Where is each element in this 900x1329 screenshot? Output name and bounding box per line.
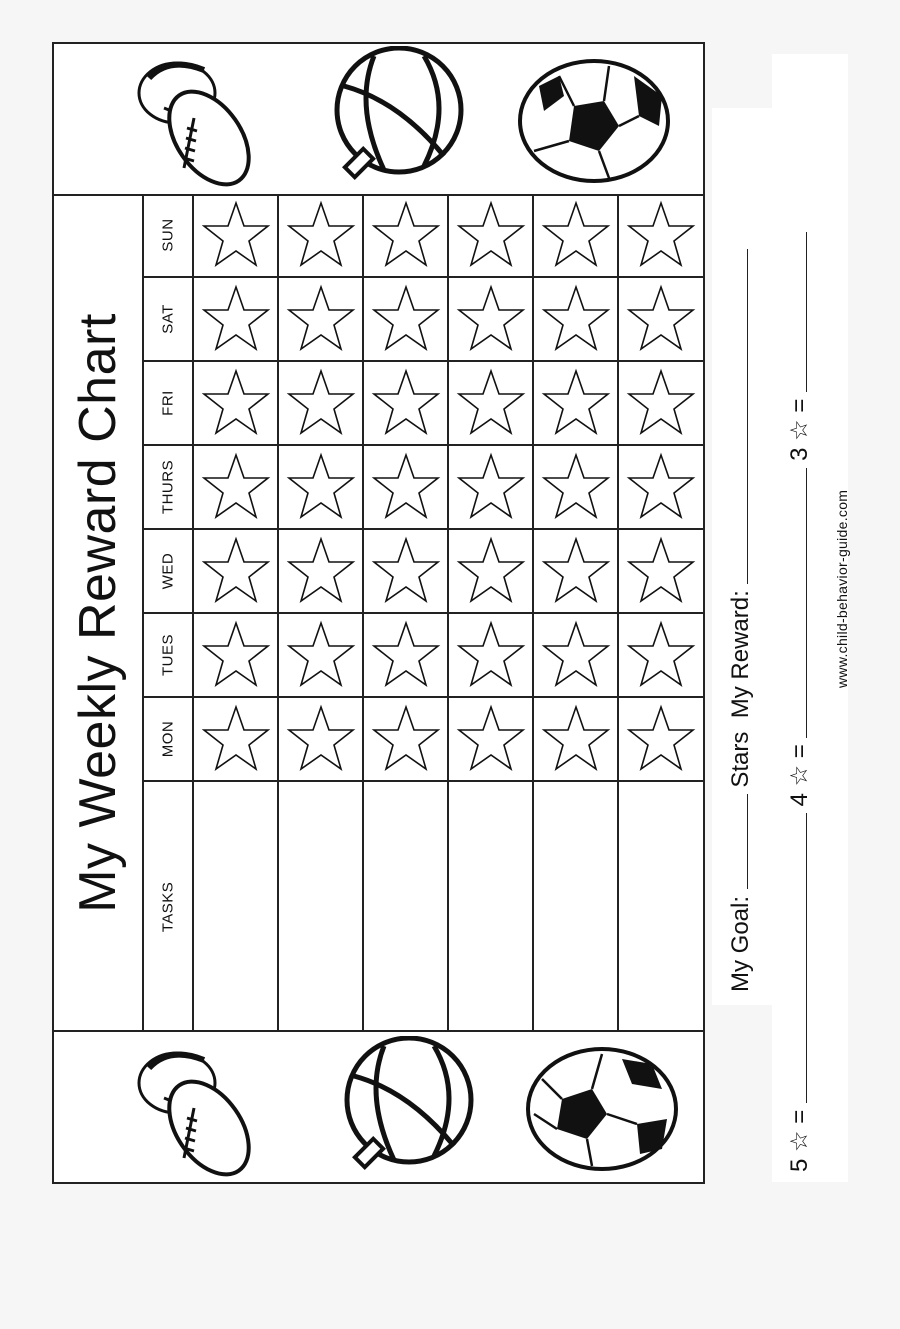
tier-3-count: 3 (786, 447, 813, 461)
star-tiers-line (785, 232, 814, 1172)
star-cell[interactable] (193, 698, 278, 782)
task-column (278, 194, 363, 1032)
tier-4-count: 4 (786, 793, 813, 807)
star-outline-icon: ☆ (786, 764, 813, 787)
star-cell[interactable] (533, 278, 618, 362)
day-header-label: TUES (159, 633, 176, 677)
column-header-cell (142, 194, 193, 278)
star-cell[interactable] (278, 614, 363, 698)
column-header-cell (142, 782, 193, 1032)
column-header-cell (142, 278, 193, 362)
star-cell[interactable] (363, 530, 448, 614)
day-header-label: WED (159, 552, 176, 590)
star-cell[interactable] (533, 194, 618, 278)
reward-blank[interactable] (747, 249, 748, 584)
day-header-label: SUN (159, 218, 176, 252)
star-cell[interactable] (278, 362, 363, 446)
basketball-icon (334, 1036, 484, 1181)
star-cell[interactable] (533, 530, 618, 614)
task-column (618, 194, 703, 1032)
column-header-cell (142, 614, 193, 698)
tier-5-equals: = (786, 1109, 813, 1124)
column-header-cell (142, 446, 193, 530)
star-cell[interactable] (278, 698, 363, 782)
star-cell[interactable] (363, 278, 448, 362)
tier-4-blank[interactable] (806, 468, 807, 738)
day-header-label: MON (159, 720, 176, 758)
star-cell[interactable] (448, 614, 533, 698)
reward-chart (52, 42, 705, 1184)
star-cell[interactable] (618, 614, 703, 698)
goal-reward-line (727, 249, 755, 992)
star-cell[interactable] (363, 698, 448, 782)
basketball-icon (324, 46, 474, 191)
star-cell[interactable] (193, 614, 278, 698)
football-helmet-icon (109, 48, 259, 188)
star-cell[interactable] (193, 194, 278, 278)
football-helmet-icon (109, 1038, 259, 1178)
star-cell[interactable] (193, 530, 278, 614)
chart-grid (54, 194, 703, 1032)
sports-icons-top (54, 44, 703, 196)
tier-5-blank[interactable] (806, 813, 807, 1103)
star-cell[interactable] (363, 362, 448, 446)
website-credit: www.child-behavior-guide.com (834, 489, 850, 688)
star-cell[interactable] (533, 614, 618, 698)
star-cell[interactable] (533, 698, 618, 782)
task-entry-cell[interactable] (193, 782, 278, 1032)
star-cell[interactable] (193, 446, 278, 530)
soccer-ball-icon (514, 56, 674, 186)
star-cell[interactable] (618, 194, 703, 278)
column-header-cell (142, 530, 193, 614)
star-cell[interactable] (533, 446, 618, 530)
task-column (533, 194, 618, 1032)
star-cell[interactable] (448, 278, 533, 362)
star-cell[interactable] (448, 530, 533, 614)
task-entry-cell[interactable] (278, 782, 363, 1032)
day-header-label: THURS (159, 459, 176, 515)
star-cell[interactable] (448, 194, 533, 278)
star-cell[interactable] (278, 194, 363, 278)
sports-icons-bottom (54, 1030, 703, 1182)
task-entry-cell[interactable] (363, 782, 448, 1032)
star-cell[interactable] (278, 278, 363, 362)
task-column (193, 194, 278, 1032)
star-cell[interactable] (618, 362, 703, 446)
tier-3-equals: = (786, 398, 813, 413)
task-column (363, 194, 448, 1032)
star-cell[interactable] (193, 362, 278, 446)
title-column (54, 194, 144, 1032)
star-cell[interactable] (363, 446, 448, 530)
star-cell[interactable] (618, 530, 703, 614)
task-column (448, 194, 533, 1032)
day-header-label: SAT (159, 304, 176, 334)
tier-5-count: 5 (786, 1158, 813, 1172)
star-cell[interactable] (278, 446, 363, 530)
star-cell[interactable] (193, 278, 278, 362)
goal-label: My Goal: (727, 895, 754, 992)
star-outline-icon: ☆ (786, 419, 813, 441)
tasks-header-label: TASKS (159, 881, 176, 933)
tier-4-equals: = (786, 744, 813, 759)
task-entry-cell[interactable] (618, 782, 703, 1032)
column-header-cell (142, 362, 193, 446)
task-entry-cell[interactable] (533, 782, 618, 1032)
soccer-ball-icon (522, 1044, 682, 1174)
star-cell[interactable] (618, 446, 703, 530)
goal-blank[interactable] (747, 794, 748, 889)
star-cell[interactable] (278, 530, 363, 614)
star-cell[interactable] (448, 362, 533, 446)
reward-label: My Reward: (727, 590, 754, 719)
star-cell[interactable] (363, 194, 448, 278)
column-header-cell (142, 698, 193, 782)
stars-label: Stars (727, 731, 754, 788)
star-cell[interactable] (618, 278, 703, 362)
star-cell[interactable] (363, 614, 448, 698)
star-cell[interactable] (533, 362, 618, 446)
star-cell[interactable] (448, 698, 533, 782)
task-entry-cell[interactable] (448, 782, 533, 1032)
star-cell[interactable] (448, 446, 533, 530)
day-header-label: FRI (159, 390, 176, 416)
tier-3-blank[interactable] (806, 232, 807, 392)
star-outline-icon: ☆ (786, 1130, 813, 1152)
header-column (142, 194, 193, 1032)
page-title: My Weekly Reward Chart (69, 313, 127, 913)
star-cell[interactable] (618, 698, 703, 782)
